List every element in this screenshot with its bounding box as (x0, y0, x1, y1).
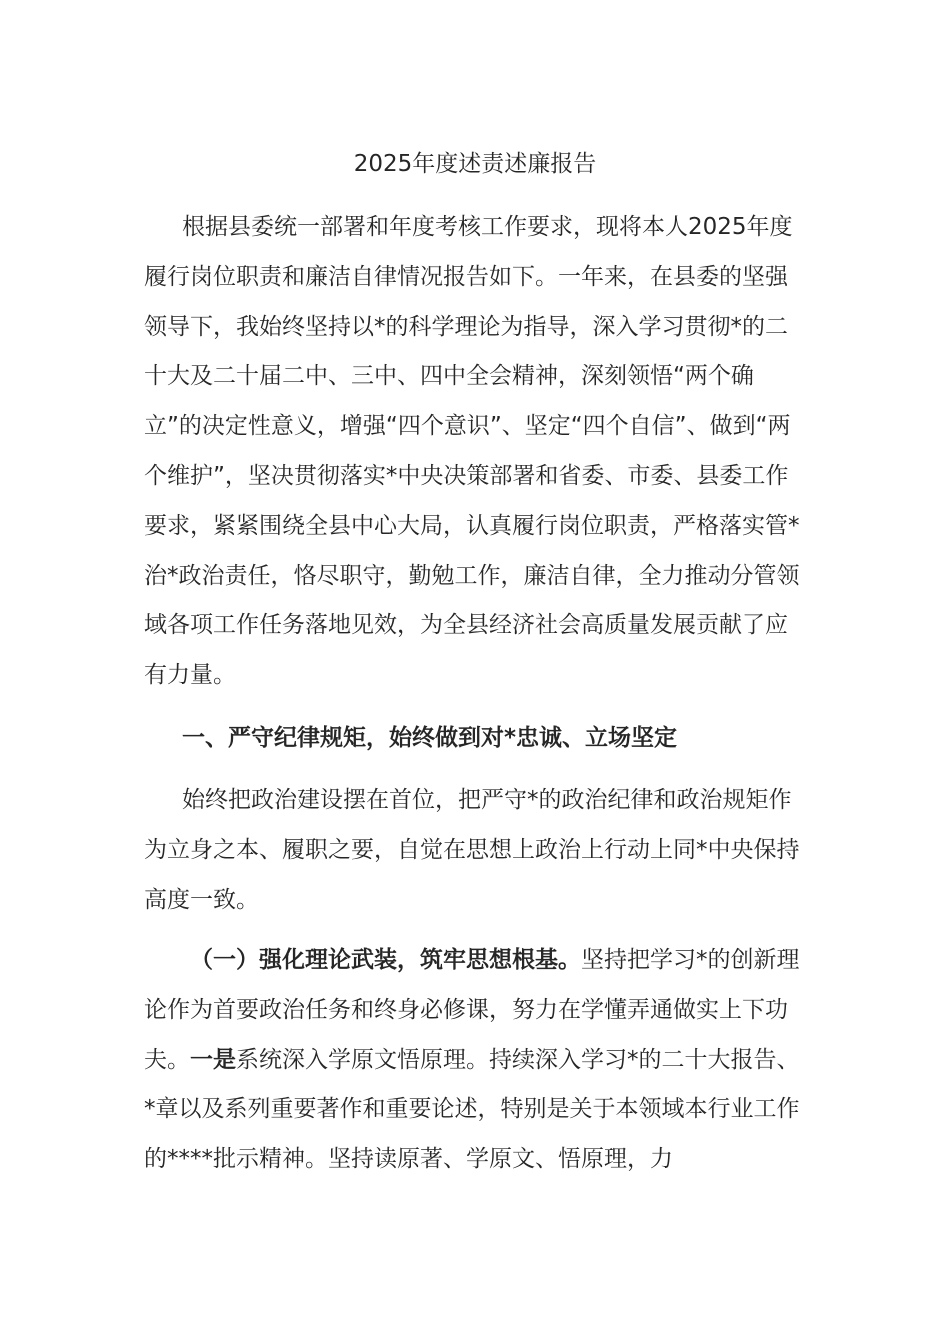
point-1-label: 一是 (190, 1046, 236, 1073)
document-title: 2025年度述责述廉报告 (353, 151, 597, 177)
subsection-1-paragraph (144, 936, 810, 1185)
subsection-1-heading: （一）强化理论武装，筑牢思想根基。 (190, 947, 581, 973)
subsection-1-text-a: 坚持把学习*的创新理论作为首要政治任务和终身必修课，努力在学懂弄通做实上下功夫。 (144, 947, 800, 1073)
section-1-heading: 一、严守纪律规矩，始终做到对*忠诚、立场坚定 (182, 725, 678, 751)
subsection-1-text-b: 系统深入学原文悟原理。持续深入学习*的二十大报告、*章以及系列重要著作和重要论述，特别是关于本领域本行业工作的****批示精神。坚持读原著、学原文、悟原理，力 (144, 1046, 800, 1173)
intro-paragraph: 根据县委统一部署和年度考核工作要求，现将本人2025年度履行岗位职责和廉洁自律情况报告如下。一年来，在县委的坚强领导下，我始终坚持以*的科学理论为指导，深入学习贯彻*的二十大及二十届二中、三中、四中全会精神，深刻领悟“两个确立”的决定性意义，增强“四个意识”、坚定“四个自信”、做到“两个维护”，坚决贯彻落实*中央决策部署和省委、市委、县委工作要求，紧紧围绕全县中心大局，认真履行岗位职责，严格落实管*治*政治责任，恪尽职守，勤勉工作，廉洁自律，全力推动分管领域各项工作任务落地见效，为全县经济社会高质量发展贡献了应有力量。 (144, 214, 800, 689)
section-1-paragraph: 始终把政治建设摆在首位，把严守*的政治纪律和政治规矩作为立身之本、履职之要，自觉在思想上政治上行动上同*中央保持高度一致。 (144, 787, 800, 913)
